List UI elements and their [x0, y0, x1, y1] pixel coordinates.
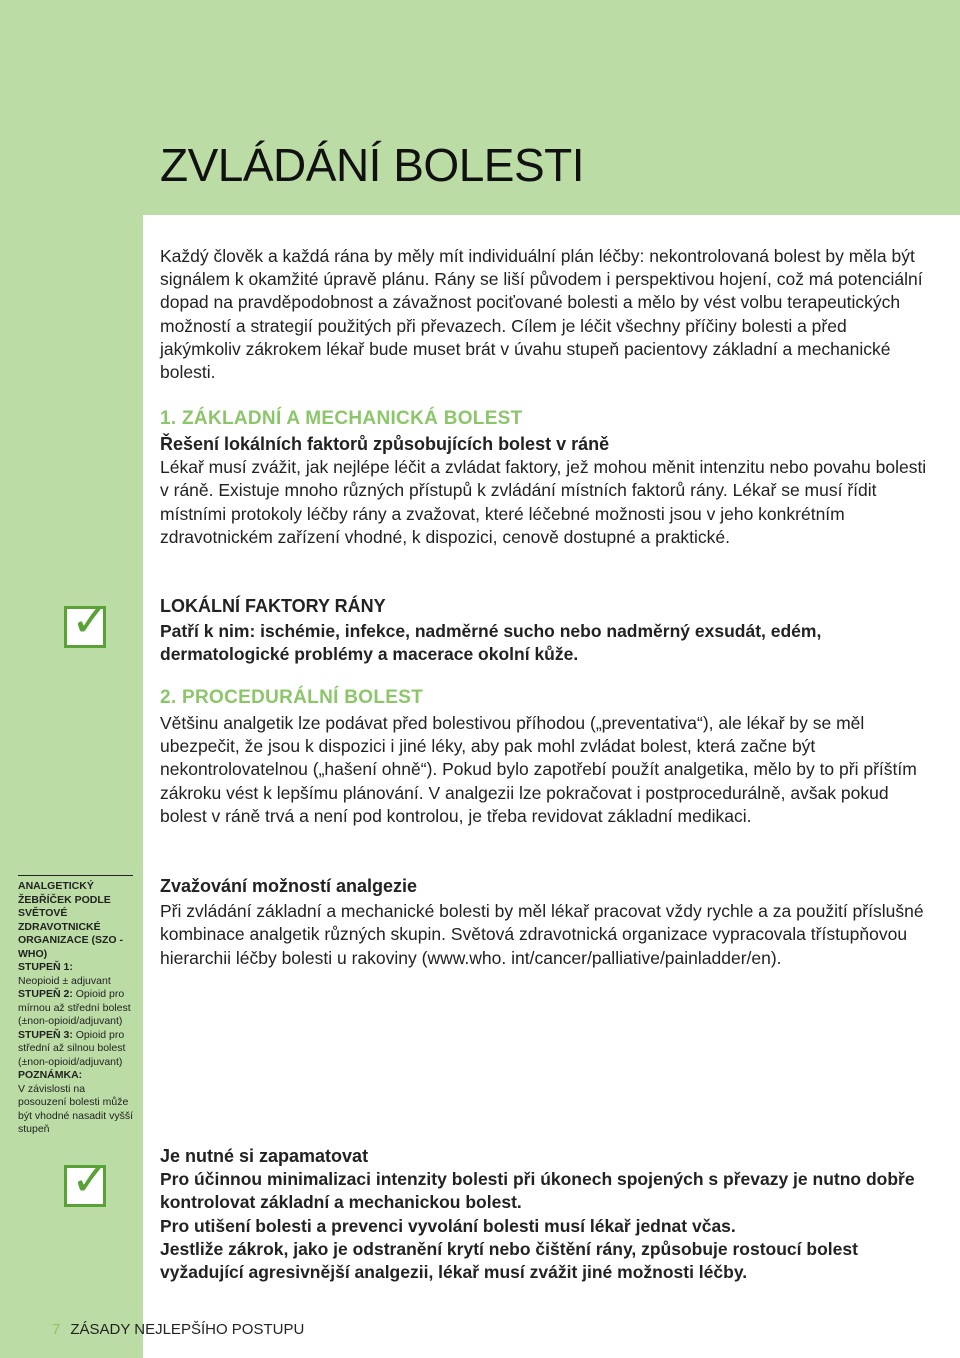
who-analgesic-ladder-note — [18, 880, 136, 1137]
checkbox-tick-icon: ✓ — [64, 1165, 106, 1207]
section1-heading: 1. ZÁKLADNÍ A MECHANICKÁ BOLEST — [160, 408, 523, 429]
page-title: ZVLÁDÁNÍ BOLESTI — [160, 139, 585, 191]
sidebar-heading: ANALGETICKÝ ŽEBŘÍČEK PODLE SVĚTOVÉ ZDRAVOTNICKÉ ORGANIZACE (SZO - WHO) — [18, 880, 123, 960]
sidebar-note-label: POZNÁMKA: — [18, 1069, 83, 1081]
sidebar-rule-top — [18, 875, 133, 876]
footer-text: ZÁSADY NEJLEPŠÍHO POSTUPU — [70, 1321, 305, 1338]
callout2-line3: Jestliže zákrok, jako je odstranění krytí nebo čištění rány, způsobuje rostoucí bolest vyžadující agresivnější analgezii, lékař musí zvážit jiné možnosti léčby. — [160, 1238, 858, 1283]
section2-heading: 2. PROCEDURÁLNÍ BOLEST — [160, 687, 424, 708]
callout2-line1: Pro účinnou minimalizaci intenzity bolesti při úkonech spojených s převazy je nutno dobře kontrolovat základní a mechanickou bolest. — [160, 1169, 915, 1213]
checkbox-tick-icon: ✓ — [64, 606, 106, 648]
callout2-line2: Pro utišení bolesti a prevenci vyvolání bolesti musí lékař jednat včas. — [160, 1215, 736, 1236]
sidebar-note-text: V závislosti na posouzení bolesti může být vhodné nasadit vyšší stupeň — [18, 1082, 133, 1135]
callout-local-factors — [160, 595, 930, 667]
section-procedural-pain — [160, 687, 930, 828]
sidebar-step2-label: STUPEŇ 2: — [18, 988, 73, 1000]
section-analgesia-options — [160, 875, 930, 970]
analgesia-heading: Zvažování možností analgezie — [160, 876, 418, 896]
intro-paragraph: Každý člověk a každá rána by měly mít individuální plán léčby: nekontrolovaná bolest by měla být signálem k okamžité úpravě plánu. Rány se liší původem i perspektivou hojení, což má potenciální dopad na pravděpodobnost a závažnost pociťované bolesti a mělo by vést volbu terapeutických možností a strategií použitých při převazech. Cílem je léčit všechny příčiny bolesti a před jakýmkoliv zákrokem lékař bude muset brát v úvahu stupeň pacientovy základní a mechanické bolesti. — [160, 246, 923, 383]
page-number: 7 — [52, 1321, 61, 1338]
callout1-body: Patří k nim: ischémie, infekce, nadměrné sucho nebo nadměrný exsudát, edém, dermatologické problémy a macerace okolní kůže. — [160, 621, 822, 665]
sidebar-step2-text: Opioid pro mírnou až střední bolest (±non-opioid/adjuvant) — [18, 988, 131, 1027]
analgesia-body: Při zvládání základní a mechanické bolesti by měl lékař pracovat vždy rychle a za použití příslušné kombinace analgetik různých skupin. Světová zdravotnická organizace vypracovala třístupňovou hierarchii léčby bolesti u rakoviny (www.who. int/cancer/palliative/painladder/en). — [160, 901, 924, 968]
callout1-heading: LOKÁLNÍ FAKTORY RÁNY — [160, 596, 386, 616]
section-basic-pain — [160, 408, 930, 549]
intro-section — [160, 245, 930, 384]
section1-body: Lékař musí zvážit, jak nejlépe léčit a zvládat faktory, jež mohou měnit intenzitu nebo povahu bolesti v ráně. Existuje mnoho různých přístupů k zvládání místních faktorů rány. Lékař se musí řídit místními protokoly léčby rány a zvažovat, které léčebné možnosti jsou v jeho konkrétním zdravotnickém zařízení vhodné, k dispozici, cenově dostupné a praktické. — [160, 457, 927, 547]
sidebar-step1-text: Neopioid ± adjuvant — [18, 974, 111, 987]
section1-subheading: Řešení lokálních faktorů způsobujících bolest v ráně — [160, 434, 610, 454]
section2-body: Většinu analgetik lze podávat před bolestivou příhodou („preventativa“), ale lékař by se měl ubezpečit, že jsou k dispozici i jiné léky, aby pak mohl zvládat bolest, která začne být nekontrolovatelnou („hašení ohně“). Pokud bylo zapotřebí použít analgetika, mělo by to při příštím zákroku vést k lepšímu plánování. V analgezii lze pokračovat i postprocedurálně, avšak pokud bolest v ráně trvá a není pod kontrolou, je třeba revidovat základní medikaci. — [160, 713, 917, 826]
sidebar-step3-label: STUPEŇ 3: — [18, 1028, 73, 1041]
callout2-heading: Je nutné si zapamatovat — [160, 1146, 369, 1166]
sidebar-step1-label: STUPEŇ 1: — [18, 961, 73, 973]
page-footer — [52, 1321, 304, 1338]
sidebar-step3-text: Opioid pro střední až silnou bolest (±non-opioid/adjuvant) — [18, 1028, 126, 1068]
callout-remember — [160, 1145, 930, 1284]
